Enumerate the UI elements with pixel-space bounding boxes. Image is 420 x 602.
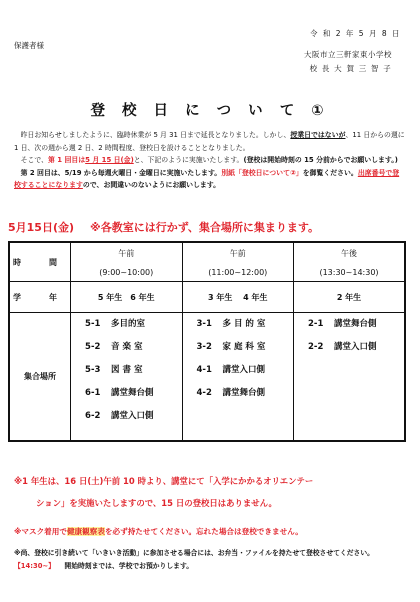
place-label: 集合場所: [9, 313, 71, 441]
room-entry: [183, 382, 293, 405]
issue-date: 令 和 2 年 5 月 8 日: [309, 29, 401, 38]
class-id: 5-3: [85, 365, 101, 375]
room-name: 家 庭 科 室: [222, 342, 266, 352]
p2-first-label: 第 1 回目は: [48, 156, 86, 164]
room-entry: [71, 313, 181, 336]
class-id: 3-1: [196, 319, 212, 329]
p1-emphasis: 授業日ではないが: [290, 131, 346, 139]
room-name: 講堂舞台側: [334, 319, 377, 329]
room-name: 音 楽 室: [111, 342, 143, 352]
period-cell: 午後: [294, 242, 406, 263]
time-label: 時 間: [9, 242, 71, 282]
paragraph-2: [14, 154, 406, 167]
rooms-cell-1: [71, 313, 182, 441]
time-cell: (13:30~14:30): [294, 263, 406, 282]
class-id: 6-2: [85, 411, 101, 421]
grade-row: [9, 282, 405, 313]
room-name: 講堂舞台側: [111, 388, 154, 398]
schedule-table: [8, 241, 406, 442]
p2-arrival-note: (登校は開始時刻の 15 分前からでお願いします。): [243, 156, 398, 164]
p3-text-3: ので、お間違いのないようにお願いします。: [82, 181, 221, 189]
ikiiki-time: 【14:30~】: [14, 561, 55, 570]
ikiiki-text: ※尚、登校に引き続いて「いきいき活動」に参加させる場合には、お弁当・ファイルを持たせて登校させてください。: [14, 549, 374, 557]
class-id: 4-1: [196, 365, 212, 375]
event-heading: [8, 219, 319, 235]
body-text: [14, 129, 406, 192]
period-row: [9, 242, 405, 263]
room-entry: [294, 313, 404, 336]
class-id: 2-2: [308, 342, 324, 352]
grade-cell: 3 年生 4 年生: [182, 282, 293, 313]
room-entry: [183, 359, 293, 382]
mask-note: [14, 526, 303, 537]
rooms-cell-2: [182, 313, 293, 441]
place-row: [9, 313, 405, 441]
class-id: 4-2: [196, 388, 212, 398]
event-date: 5月15日(金): [8, 221, 75, 234]
paragraph-3: [14, 167, 406, 192]
p1-text-2: 、11 日からの週に 1 日、次の週から週 2 日、2 時間程度、登校日を設けることとなりました。: [14, 131, 405, 152]
note1-line2-wrap: [14, 492, 410, 514]
class-id: 5-2: [85, 342, 101, 352]
grade-cell: 2 年生: [294, 282, 406, 313]
note1-line2: ション」を実施いたしますので、15 日の登校日はありません。: [36, 498, 277, 508]
room-name: 講堂入口側: [111, 411, 154, 421]
p2-first-date: 5 月 15 日(金): [85, 156, 134, 164]
time-cell: (11:00~12:00): [182, 263, 293, 282]
class-id: 2-1: [308, 319, 324, 329]
ikiiki-text-2: 開始時刻までは、学校でお預かりします。: [64, 561, 194, 570]
event-notice: ※各教室には行かず、集合場所に集まります。: [90, 221, 319, 234]
room-entry: [183, 313, 293, 336]
room-name: 講堂舞台側: [222, 388, 266, 398]
room-entry: [71, 359, 181, 382]
room-name: 講堂入口側: [334, 342, 377, 352]
period-cell: 午前: [71, 242, 182, 263]
ikiiki-note: [14, 547, 410, 572]
p1-text: 昨日お知らせしましたように、臨時休業が 5 月 31 日まで延長となりました。しかし、: [20, 131, 291, 139]
principal-name: 校 長 大 賀 三 智 子: [309, 64, 392, 73]
p2-text: そこで、: [20, 156, 49, 164]
mask-note-text: を必ず持たせてください。忘れた場合は登校できません。: [104, 527, 303, 536]
room-name: 図 書 室: [111, 365, 143, 375]
class-id: 3-2: [196, 342, 212, 352]
recipient: 保護者様: [14, 41, 44, 50]
room-name: 講堂入口側: [222, 365, 266, 375]
p3-emphasis: 出席番号で登校することになります: [14, 168, 400, 189]
room-entry: [71, 336, 181, 359]
room-entry: [71, 405, 181, 428]
room-name: 多目的室: [111, 319, 146, 329]
grade-cell: 5 年生 6 年生: [71, 282, 182, 313]
page-title: 登 校 日 に つ い て ①: [90, 103, 330, 119]
school-name: 大阪市立三軒家東小学校: [304, 50, 392, 59]
room-name: 多 目 的 室: [222, 319, 266, 329]
p2-text-2: と、下記のように実施いたします。: [133, 156, 244, 164]
room-entry: [71, 382, 181, 405]
room-entry: [183, 336, 293, 359]
class-id: 6-1: [85, 388, 101, 398]
health-sheet-highlight: 健康観察表: [66, 527, 105, 536]
time-cell: (9:00~10:00): [71, 263, 182, 282]
mask-note-prefix: ※マスク着用で: [14, 527, 67, 536]
period-cell: 午前: [182, 242, 293, 263]
p3-attachment-ref: 別紙「登校日について②」: [221, 168, 303, 177]
grade-label: 学 年: [9, 282, 71, 313]
note1-line1: ※1 年生は、16 日(土)午前 10 時より、講堂にて「入学にかかるオリエンテー: [14, 476, 314, 486]
room-entry: [294, 336, 404, 359]
class-id: 5-1: [85, 319, 101, 329]
first-grade-note: [14, 470, 410, 514]
p3-text-2: を御覧ください。: [302, 168, 358, 177]
p3-text: 第 2 回目は、5/19 から毎週火曜日・金曜日に実施いたします。: [20, 168, 222, 177]
paragraph-1: [14, 129, 406, 154]
rooms-cell-3: [294, 313, 406, 441]
